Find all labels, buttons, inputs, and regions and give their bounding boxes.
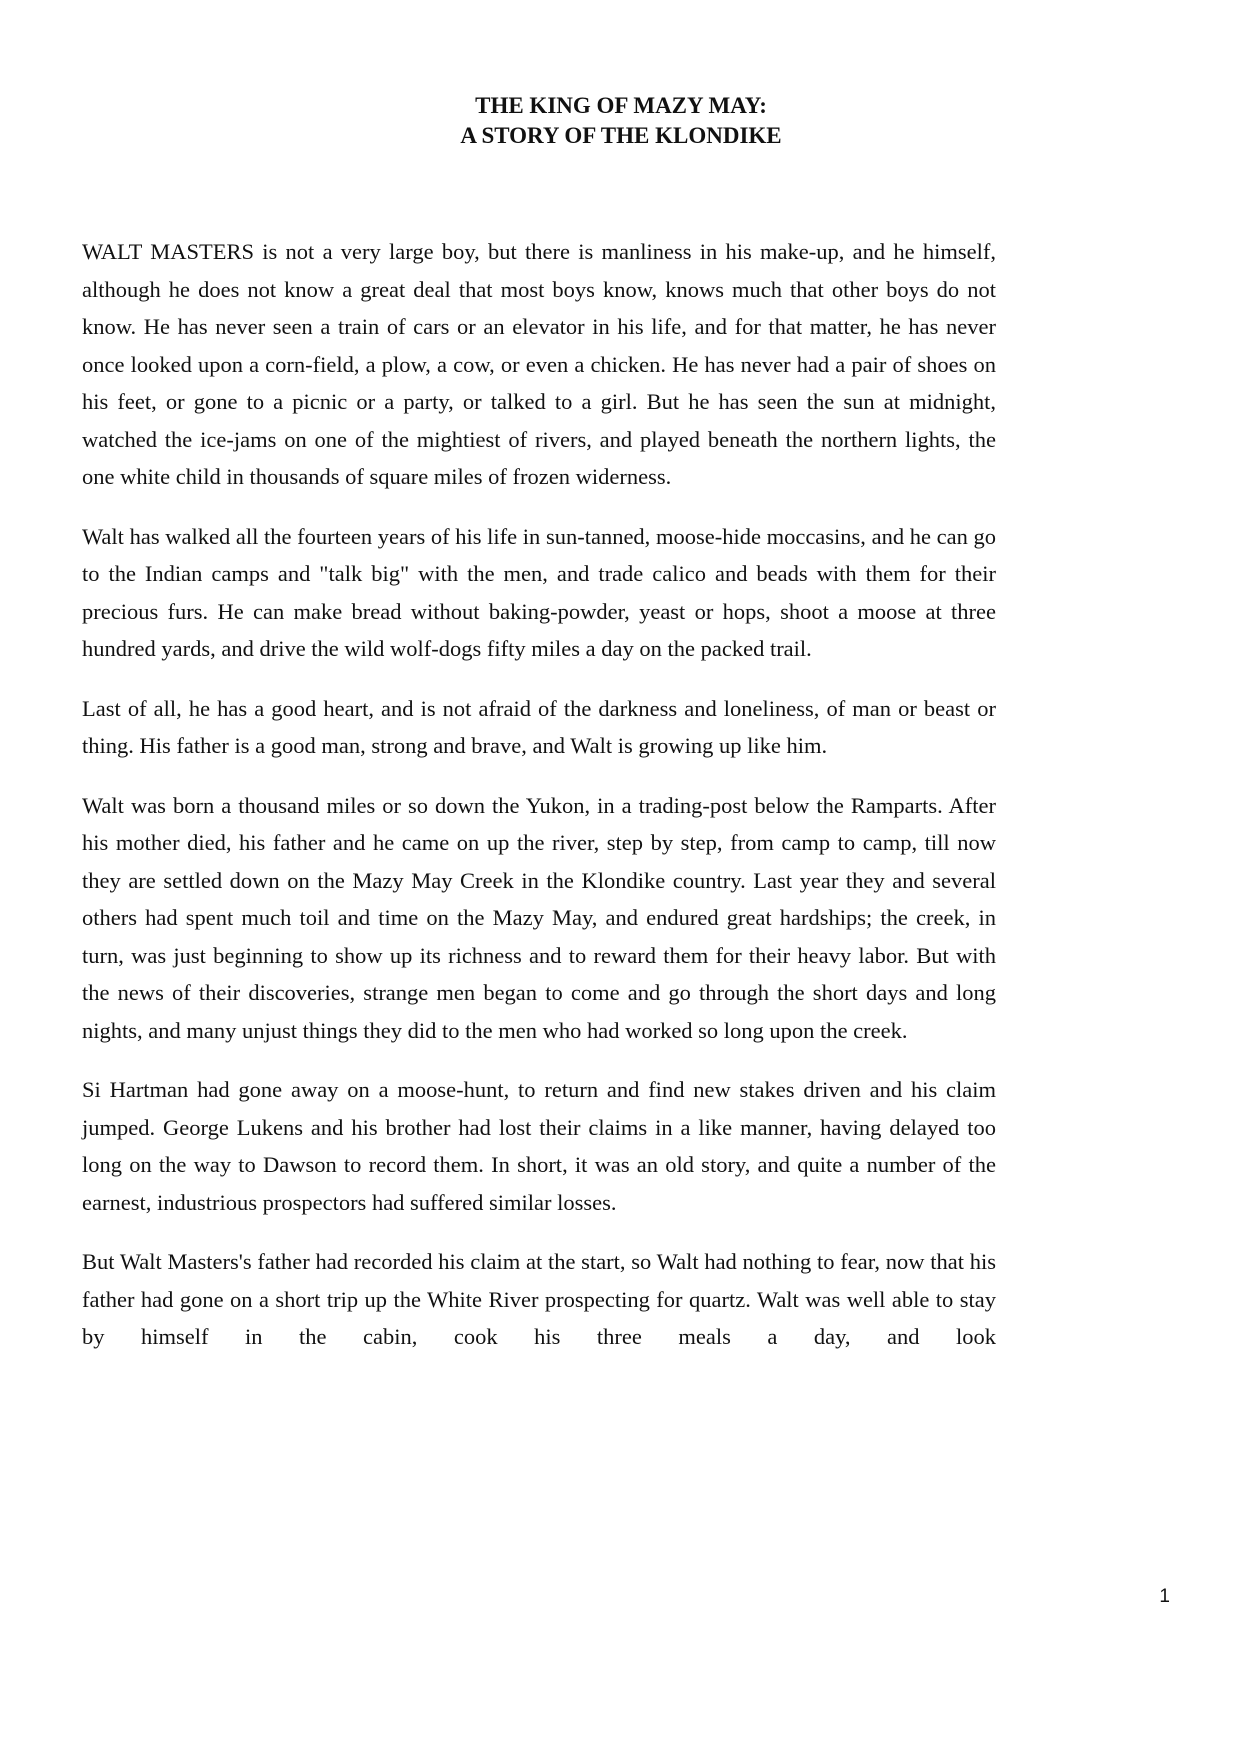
page-number: 1 bbox=[1159, 1586, 1170, 1607]
paragraph-3: Last of all, he has a good heart, and is not afraid of the darkness and loneliness, of man or beast or thing. His father is a good man, strong and brave, and Walt is growing up like him. bbox=[82, 695, 996, 758]
paragraph-2: Walt has walked all the fourteen years of his life in sun-tanned, moose-hide moccasins, and he can go to the Indian camps and "talk big" with the men, and trade calico and beads with them for their precious furs. He can make bread without baking-powder, yeast or hops, shoot a moose at three hundred yards, and drive the wild wolf-dogs fifty miles a day on the packed trail. bbox=[82, 523, 996, 661]
story-title bbox=[0, 91, 1242, 151]
paragraph-6: But Walt Masters's father had recorded his claim at the start, so Walt had nothing to fear, now that his father had gone on a short trip up the White River prospecting for quartz. Walt was well able to stay by himself in the cabin, cook his three meals a day, and look bbox=[82, 1249, 996, 1349]
paragraph-5: Si Hartman had gone away on a moose-hunt, to return and find new stakes driven and his claim jumped. George Lukens and his brother had lost their claims in a like manner, having delayed too long on the way to Dawson to record them. In short, it was an old story, and quite a number of the earnest, industrious prospectors had suffered similar losses. bbox=[82, 1077, 996, 1215]
paragraph-1: WALT MASTERS is not a very large boy, but there is manliness in his make-up, and he himself, although he does not know a great deal that most boys know, knows much that other boys do not know. He has never seen a train of cars or an elevator in his life, and for that matter, he has never once looked upon a corn-field, a plow, a cow, or even a chicken. He has never had a pair of shoes on his feet, or gone to a picnic or a party, or talked to a girl. But he has seen the sun at midnight, watched the ice-jams on one of the mightiest of rivers, and played beneath the northern lights, the one white child in thousands of square miles of frozen widerness. bbox=[82, 239, 996, 489]
title-line-2: A STORY OF THE KLONDIKE bbox=[460, 123, 782, 148]
title-line-1: THE KING OF MAZY MAY: bbox=[475, 93, 767, 118]
paragraph-4: Walt was born a thousand miles or so down the Yukon, in a trading-post below the Ramparts. After his mother died, his father and he came on up the river, step by step, from camp to camp, till now they are settled down on the Mazy May Creek in the Klondike country. Last year they and several others had spent much toil and time on the Mazy May, and endured great hardships; the creek, in turn, was just beginning to show up its richness and to reward them for their heavy labor. But with the news of their discoveries, strange men began to come and go through the short days and long nights, and many unjust things they did to the men who had worked so long upon the creek. bbox=[82, 792, 996, 1043]
story-body bbox=[82, 233, 996, 1378]
